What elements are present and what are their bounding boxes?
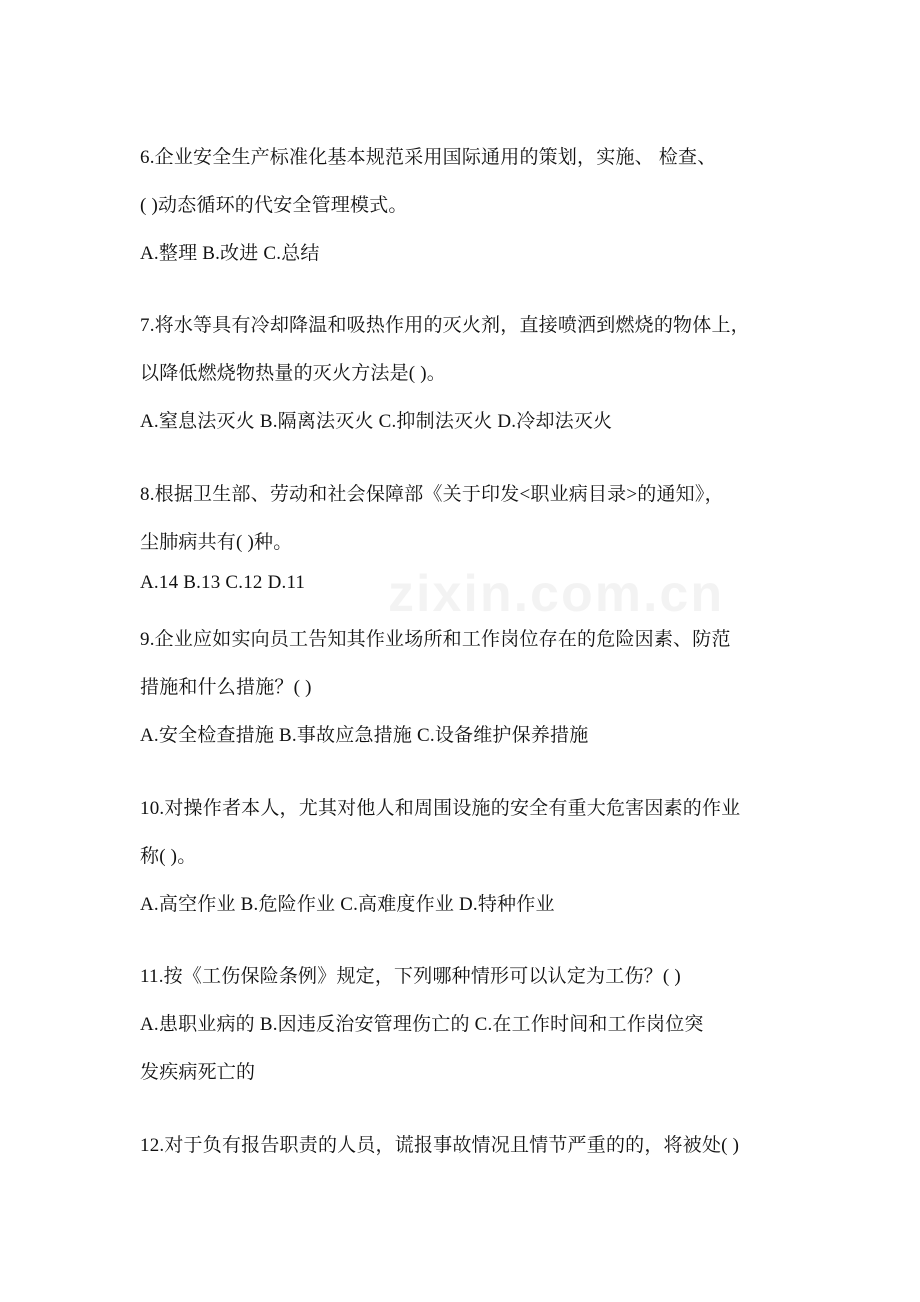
question-11-options-continued: 发疾病死亡的 (140, 1062, 256, 1083)
question-6-options: A.整理 B.改进 C.总结 (140, 243, 320, 264)
watermark (388, 564, 724, 624)
question-9-options: A.安全检查措施 B.事故应急措施 C.设备维护保养措施 (140, 725, 589, 746)
question-11-options: A.患职业病的 B.因违反治安管理伤亡的 C.在工作时间和工作岗位突 (140, 1014, 704, 1035)
question-6-line-1: 6.企业安全生产标准化基本规范采用国际通用的策划，实施、 检查、 (140, 147, 717, 168)
question-7-options: A.窒息法灭火 B.隔离法灭火 C.抑制法灭火 D.冷却法灭火 (140, 411, 613, 432)
question-8-line-1: 8.根据卫生部、劳动和社会保障部《关于印发<职业病目录>的通知》， (140, 484, 724, 505)
question-8-options: A.14 B.13 C.12 D.11 (140, 572, 306, 593)
question-7-line-1: 7.将水等具有冷却降温和吸热作用的灭火剂，直接喷洒到燃烧的物体上， (140, 315, 750, 336)
question-9-line-2: 措施和什么措施？( ) (140, 677, 312, 698)
question-12-line-1: 12.对于负有报告职责的人员，谎报事故情况且情节严重的的，将被处( ) (140, 1135, 740, 1156)
question-11-line-1: 11.按《工伤保险条例》规定，下列哪种情形可以认定为工伤？( ) (140, 966, 681, 987)
question-6-line-2: ( )动态循环的代安全管理模式。 (140, 195, 408, 216)
question-10-line-1: 10.对操作者本人，尤其对他人和周围设施的安全有重大危害因素的作业 (140, 798, 741, 819)
question-10-options: A.高空作业 B.危险作业 C.高难度作业 D.特种作业 (140, 894, 555, 915)
question-8-line-2: 尘肺病共有( )种。 (140, 532, 293, 553)
question-7-line-2: 以降低燃烧物热量的灭火方法是( )。 (140, 363, 447, 384)
question-10-line-2: 称( )。 (140, 846, 197, 867)
question-9-line-1: 9.企业应如实向员工告知其作业场所和工作岗位存在的危险因素、防范 (140, 629, 731, 650)
